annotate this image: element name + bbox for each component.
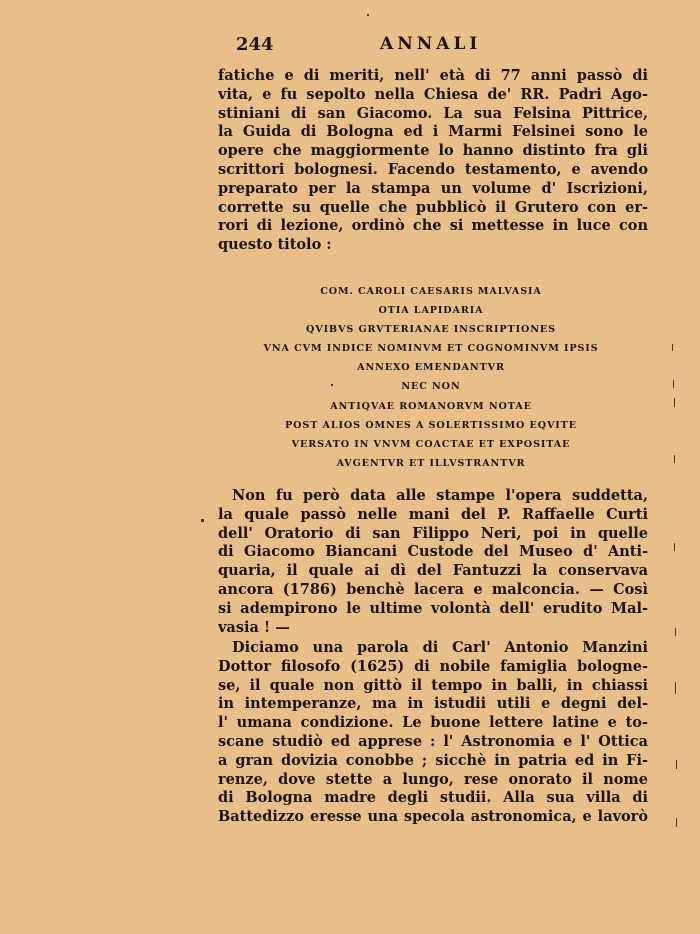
inscription-line: ANNEXO EMENDANTVR [357, 362, 505, 374]
page-number: 244 [236, 34, 274, 55]
scan-speck [676, 818, 677, 827]
inscription-line: AVGENTVR ET ILLVSTRANTVR [336, 457, 526, 469]
inscription-line: COM. CAROLI CAESARIS MALVASIA [320, 286, 542, 297]
scan-speck [674, 543, 675, 551]
text-line: preparato per la stampa un volume d' Iscrizioni, [218, 179, 648, 197]
page-header [236, 34, 650, 58]
inscription-line: POST ALIOS OMNES A SOLERTISSIMO EQVITE [285, 419, 577, 431]
text-line: dell' Oratorio di san Filippo Neri, poi in quelle [218, 524, 648, 542]
inscription-line: VERSATO IN VNVM COACTAE ET EXPOSITAE [291, 438, 571, 450]
scan-speck [201, 519, 204, 522]
text-line: vita, e fu sepolto nella Chiesa de' RR. Padri Ago- [218, 85, 648, 103]
text-line: Diciamo una parola di Carl' Antonio Manzini [232, 639, 648, 656]
text-line: la quale passò nelle mani del P. Raffaelle Curti [218, 505, 648, 523]
inscription-line: OTIA LAPIDARIA [378, 305, 484, 317]
paragraph-3 [218, 639, 648, 827]
text-line: fatiche e di meriti, nell' età di 77 anni passò di [218, 67, 648, 84]
text-line: scane studiò ed apprese : l' Astronomia e l' Ottica [218, 732, 648, 750]
text-line: vasia ! — [218, 618, 290, 636]
text-line: si adempirono le ultime volontà dell' erudito Mal- [218, 599, 648, 617]
inscription-line: QVIBVS GRVTERIANAE INSCRIPTIONES [306, 324, 556, 336]
scan-speck [675, 628, 676, 636]
text-line: di Bologna madre degli studii. Alla sua villa di [218, 789, 648, 807]
inscription-line: VNA CVM INDICE NOMINVM ET COGNOMINVM IPSIS [263, 343, 599, 355]
text-line: se, il quale non gittò il tempo in balli, in chiassi [218, 676, 648, 694]
paragraph-1 [218, 67, 648, 255]
scan-speck [367, 14, 369, 16]
text-line: Non fu però data alle stampe l'opera suddetta, [232, 487, 648, 504]
running-title: ANNALI [380, 34, 482, 54]
text-line: Dottor filosofo (1625) di nobile famiglia bologne- [218, 657, 648, 675]
text-line: in intemperanze, ma in istudii utili e degni del- [218, 695, 648, 713]
scan-speck [673, 380, 674, 388]
text-line: ancora (1786) benchè lacera e malconcia. — Così [218, 580, 648, 598]
text-line: stiniani di san Giacomo. La sua Felsina Pittrice, [218, 104, 648, 122]
text-line: quaria, il quale ai dì del Fantuzzi la conservava [218, 562, 648, 580]
text-line: la Guida di Bologna ed i Marmi Felsinei sono le [218, 123, 648, 141]
scan-speck [331, 384, 333, 386]
text-line: opere che maggiormente lo hanno distinto fra gli [218, 142, 648, 160]
scan-speck [674, 455, 675, 463]
text-line: a gran dovizia conobbe ; sicchè in patria ed in Fi- [218, 751, 648, 769]
scan-speck [674, 398, 675, 407]
text-line: corrette su quelle che pubblicò il Grutero con er- [218, 198, 648, 216]
paragraph-2 [218, 487, 648, 637]
scan-speck [675, 682, 676, 694]
text-line: questo titolo : [218, 236, 332, 254]
scan-speck [672, 344, 673, 351]
text-line: Battedizzo eresse una specola astronomica, e lavorò [218, 808, 648, 826]
inscription-line: NEC NON [401, 381, 461, 393]
text-line: scrittori bolognesi. Facendo testamento, e avendo [218, 160, 648, 178]
scan-speck [676, 760, 677, 769]
text-line: rori di lezione, ordinò che si mettesse in luce con [218, 217, 648, 235]
text-line: l' umana condizione. Le buone lettere latine e to- [218, 714, 648, 732]
text-line: di Giacomo Biancani Custode del Museo d' Anti- [218, 543, 648, 561]
inscription-line: ANTIQVAE ROMANORVM NOTAE [330, 400, 532, 412]
inscription-title [216, 282, 646, 473]
text-line: renze, dove stette a lungo, rese onorato il nome [218, 770, 648, 788]
